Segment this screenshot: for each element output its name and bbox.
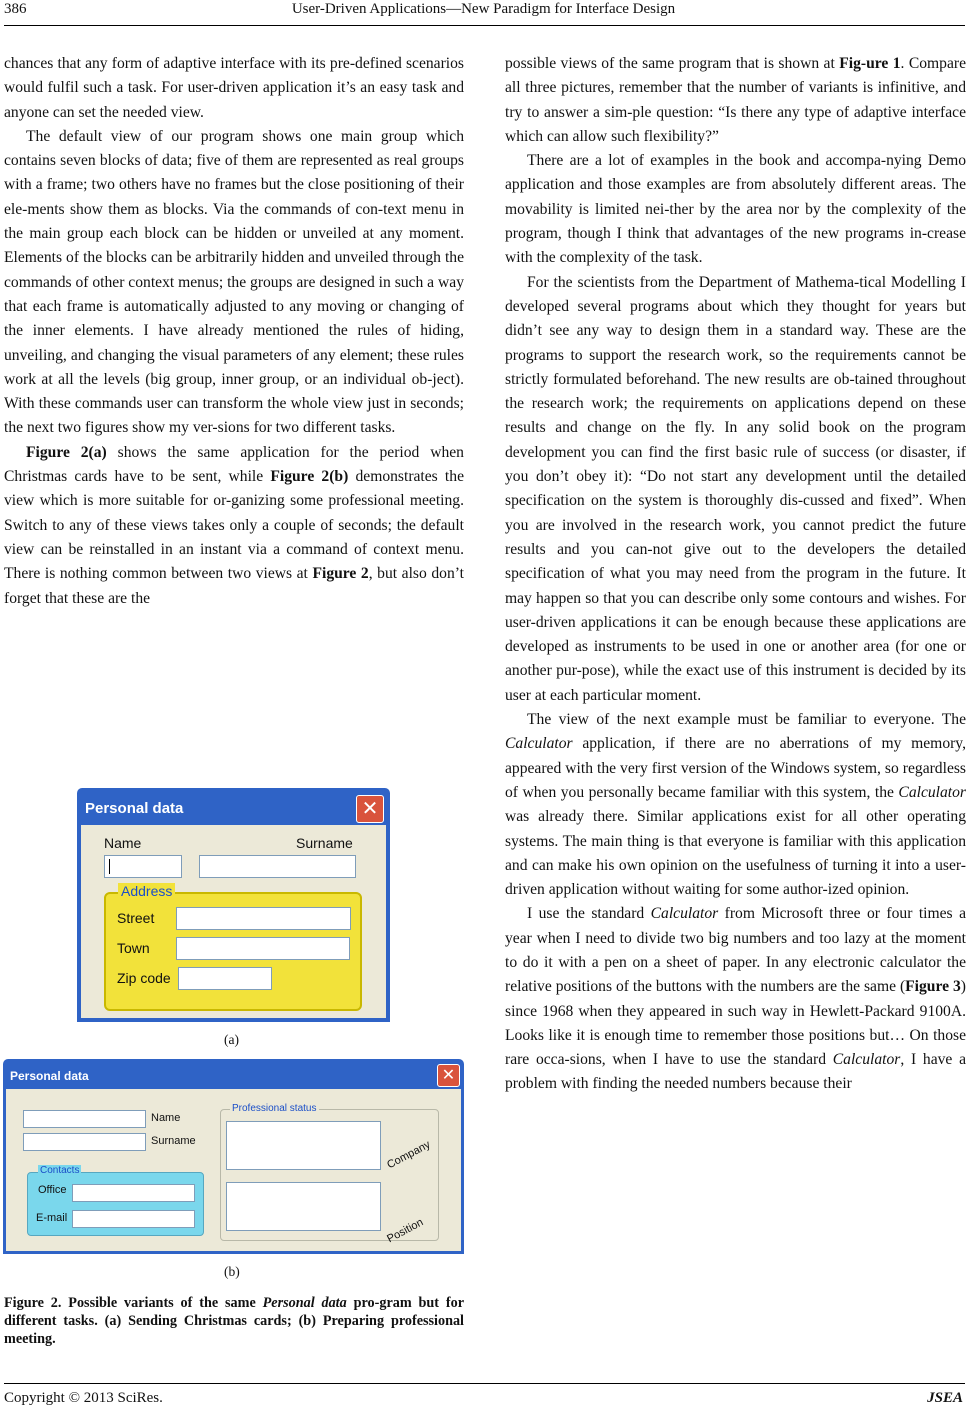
name-input[interactable] [23,1110,146,1128]
zip-code-input[interactable] [178,967,272,990]
figure-ref: Fig-ure 1 [839,55,901,72]
paragraph: I use the standard Calculator from Microsoft three or four times a year when I need to divide two big numbers and too lazy at the moment to do it with a pen on a sheet of paper. In any electronic calculator the relative positions of the buttons with the numbers are the same (Figure 3) since 1968 when they appeared in such way in Hewlett-Packard 9100A. Looks like it is enough time to remember those positions but… On those rare occa-sions, when I have to use the standard Calculator, I have a problem with finding the needed numbers because their [505,905,966,1093]
email-input[interactable] [72,1210,195,1228]
street-label: Street [117,910,155,926]
close-icon[interactable]: ✕ [356,795,384,823]
zip-code-label: Zip code [117,970,171,986]
window-title: Personal data [10,1069,89,1083]
copyright: Copyright © 2013 SciRes. [4,1390,163,1406]
figure-ref: Figure 2 [312,565,369,583]
paragraph: chances that any form of adaptive interface with its pre-defined scenarios would fulfil such a task. For user-driven application it’s an easy task and anyone can set the needed view. [4,55,464,121]
footer-rule [4,1383,965,1384]
page-header [0,0,967,24]
email-label: E-mail [36,1212,68,1224]
caption-b: (b) [224,1264,240,1279]
town-label: Town [117,940,150,956]
figure-ref: Figure 2(a) [26,443,107,461]
name-label: Name [104,835,142,851]
paragraph: The default view of our program shows one main group which contains seven blocks of data; five of them are represented as real groups with a frame; two others have no frames but the close positioning of their ele-ments show them as blocks. Via the commands of con-text menu in the main group each block can be hidden or unveiled at any moment. Elements of the blocks can be arbitrarily hidden and unveiled through the commands of other context menus; the groups are designed in such a way that each frame is automatically adjusted to any moving or changing of the inner elements. I have already mentioned the rules of hiding, unveiling, and changing the visual parameters of any element; these rules work at all the levels (big group, inner group, or an individual ob-ject). With these commands user can transform the whole view just in seconds; the next two figures show my ver-sions for two different tasks. [4,127,464,437]
paragraph: Figure 2(a) shows the same application for the period when Christmas cards have to be sent, while Figure 2(b) demonstrates the view which is more suitable for or-ganizing some professional meeting. Switch to any of these views takes only a couple of seconds; the default view can be reinstalled in an instant via a command of context menu. There is nothing common between two views at Figure 2, but also don’t forget that these are the [4,443,464,607]
surname-input[interactable] [199,855,356,878]
office-label: Office [38,1184,67,1196]
paragraph: The view of the next example must be familiar to everyone. The Calculator application, if there are no aberrations of my memory, appeared with the very first version of the Windows system, so regardless of when you personally became familiar with this system, the Calculator was already there. Similar applications exist for all other operating systems. The main thing is that everyone is familiar with this application and can make his own opinion on the usefulness of turning it into a user-driven application without waiting for some author-ized opinion. [505,711,966,899]
figure-caption: Figure 2. Possible variants of the same Personal data pro-gram but for different tasks. (a) Sending Christmas cards; (b) Preparing professional meeting. [4,1295,464,1347]
street-input[interactable] [176,907,351,930]
town-input[interactable] [176,937,350,960]
surname-input[interactable] [23,1133,146,1151]
header-rule [4,25,965,26]
name-label: Name [151,1112,181,1124]
left-column [4,52,464,611]
contacts-group-label: Contacts [40,1165,80,1176]
figure-ref: Figure 3 [905,978,961,996]
professional-status-label: Professional status [232,1103,317,1114]
right-column [505,52,966,1097]
caption-a: (a) [224,1032,239,1047]
window-title: Personal data [85,800,184,817]
paragraph: There are a lot of examples in the book and accompa-nying Demo application and those examples are from absolutely different areas. The movability is limited nei-ther by the area nor by the complexity of the program, though I think that advantages of the new programs in-crease with the complexity of the task. [505,152,966,267]
position-input[interactable] [226,1182,381,1231]
company-input[interactable] [226,1121,381,1170]
paragraph: possible views of the same program that is shown at Fig-ure 1. Compare all three pictures, remember that the number of variants is infinitive, and try to answer a sim-ple question: “Is there any type of adaptive interface which can allow such flexibility?” [505,55,966,145]
paragraph: For the scientists from the Department of Mathema-tical Modelling I developed several programs about which they thought for years but didn’t see any way to design them in a standard way. These are the programs to support the research work, so the requirements cannot be strictly formulated beforehand. The new results are ob-tained throughout the research work; the requirements on applications depend on these results and change on the fly. In any solid book on the program development you can find the first basic rule of success (or disaster, if you don’t obey it): “Do not start any development until the detailed specification on the system is thoroughly dis-cussed and fixed”. When you are involved in the research work, you cannot predict the future results and you can-not give out to the developers the detailed specification of what you may need from the program in the future. It may happen so that you can describe only some contours and wishes. For user-driven applications it can be enough because these applications are developed as instruments to be used in one or another area (for one or another pur-pose), while the exact use of this instrument is decided by its user at each particular moment. [505,273,966,704]
position-label: Position [385,1216,426,1246]
page-number: 386 [4,1,27,17]
name-input[interactable] [104,855,182,878]
office-input[interactable] [72,1184,195,1202]
company-label: Company [385,1138,433,1172]
address-group-label: Address [118,883,175,899]
journal-abbrev: JSEA [927,1390,963,1406]
running-title: User-Driven Applications—New Paradigm for Interface Design [291,1,676,17]
text-cursor [109,859,110,874]
surname-label: Surname [296,835,353,851]
figure-ref: Figure 2(b) [270,468,349,486]
close-icon[interactable]: ✕ [437,1064,460,1087]
surname-label: Surname [151,1135,196,1147]
